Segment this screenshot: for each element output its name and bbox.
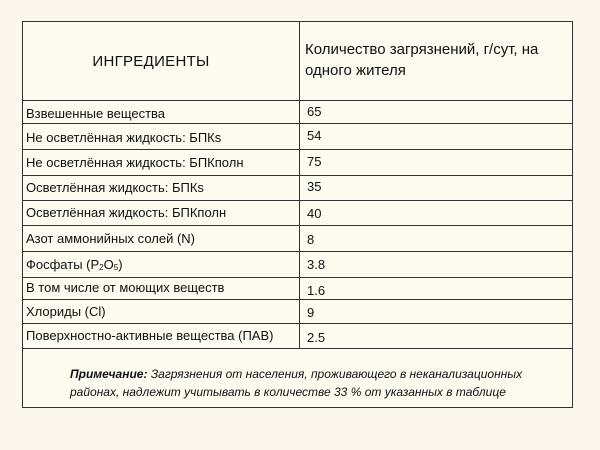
- row-divider: [23, 277, 572, 278]
- row-name-phosphates: [26, 257, 123, 272]
- row-value-surfactants: 2.5: [307, 330, 326, 345]
- table-note: [70, 365, 570, 401]
- row-divider: [23, 175, 572, 176]
- row-value-phosphates: 3.8: [307, 257, 326, 272]
- note-label: Примечание:: [70, 367, 148, 381]
- sub-part: 2: [99, 263, 104, 272]
- row-value-clarified-bodfull: 40: [307, 206, 322, 221]
- row-value-unclarified-bodfull: 75: [307, 154, 322, 169]
- header-ingredients: ИНГРЕДИЕНТЫ: [92, 52, 210, 70]
- row-divider: [23, 200, 572, 201]
- row-value-unclarified-bod5: 54: [307, 128, 322, 143]
- row-divider: [23, 149, 572, 150]
- row-divider: [23, 123, 572, 124]
- row-divider: [23, 323, 572, 324]
- row-divider: [23, 225, 572, 226]
- text-part: Осветлённая жидкость: БПК: [26, 180, 198, 195]
- text-part: Не осветлённая жидкость: БПК: [26, 130, 215, 145]
- row-value-ammonium-nitrogen: 8: [307, 232, 315, 247]
- sub-part: s: [197, 180, 204, 195]
- row-name-chlorides: Хлориды (Cl): [26, 304, 106, 319]
- text-part: ): [118, 257, 123, 272]
- pollution-table: [22, 21, 573, 408]
- note-text: Загрязнения от населения, проживающего в неканализационных районах, надлежит учитывать в количестве 33 % от указанных в таблице: [70, 367, 523, 399]
- row-value-clarified-bod5: 35: [307, 179, 322, 194]
- text-part: Фосфаты (P: [26, 257, 100, 272]
- row-divider: [23, 348, 572, 349]
- row-name-clarified-bodfull: Осветлённая жидкость: БПКполн: [26, 205, 227, 220]
- row-name-suspended-solids: Взвешенные вещества: [26, 106, 166, 121]
- row-name-unclarified-bodfull: Не осветлённая жидкость: БПКполн: [26, 155, 244, 170]
- row-name-clarified-bod5: [26, 180, 204, 195]
- sub-part: 5: [113, 263, 119, 272]
- row-name-ammonium-nitrogen: Азот аммонийных солей (N): [26, 231, 195, 246]
- row-divider: [23, 251, 572, 252]
- row-divider: [23, 100, 572, 101]
- row-value-chlorides: 9: [307, 305, 315, 320]
- text-part: O: [103, 257, 114, 272]
- row-name-unclarified-bod5: [26, 130, 221, 145]
- row-value-detergents: 1.6: [307, 283, 326, 298]
- header-amount: Количество загрязнений, г/сут, на одного жителя: [305, 41, 539, 79]
- row-name-surfactants: Поверхностно-активные вещества (ПАВ): [26, 328, 274, 343]
- row-name-detergents: В том числе от моющих веществ: [26, 280, 225, 295]
- sub-part: s: [214, 130, 222, 145]
- row-divider: [23, 299, 572, 300]
- row-value-suspended-solids: 65: [307, 104, 322, 119]
